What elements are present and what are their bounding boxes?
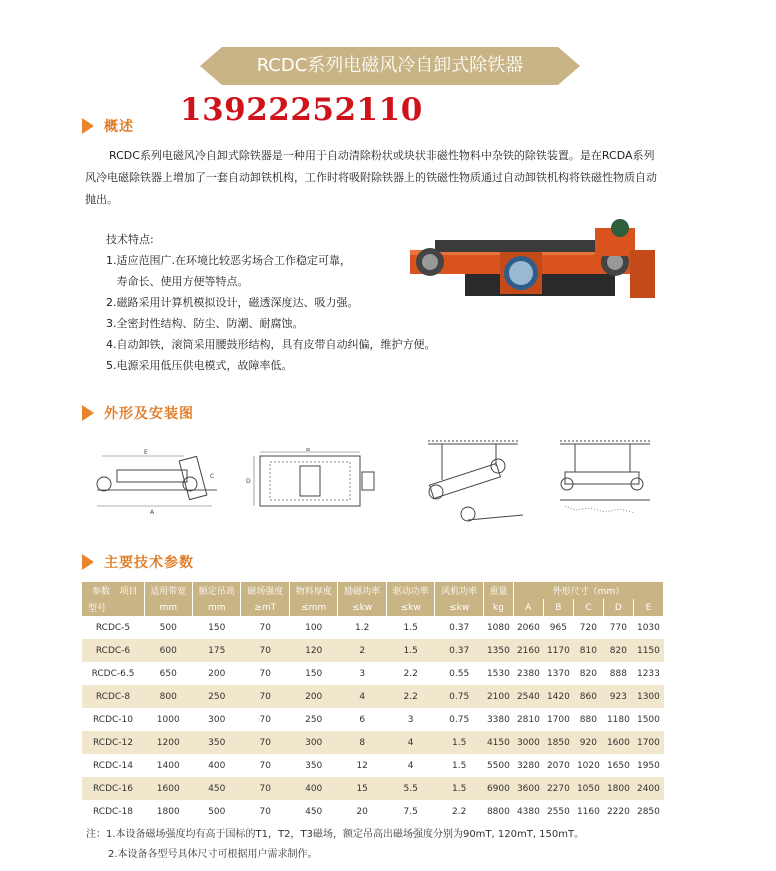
- table-cell: 810: [573, 639, 603, 662]
- table-cell: 70: [259, 668, 271, 679]
- table-cell: 2810: [516, 714, 540, 725]
- header-dim-col: C: [573, 599, 603, 616]
- table-cell: 4: [407, 760, 414, 771]
- arrow-icon: [82, 405, 94, 421]
- table-cell: 120: [289, 639, 337, 662]
- header-unit: ≤mm: [289, 599, 337, 616]
- table-cell: 1020: [576, 760, 600, 771]
- corner-model-label: 型号: [88, 604, 107, 614]
- table-cell: 3000: [513, 731, 543, 754]
- notes: [86, 825, 584, 865]
- header-dims: 外形尺寸（mm）: [513, 582, 663, 599]
- table-cell: 1370: [546, 668, 570, 679]
- outline-diagram-side: [92, 448, 222, 518]
- table-cell: 6900: [483, 777, 513, 800]
- table-cell: 965: [549, 622, 567, 633]
- arrow-icon: [82, 554, 94, 570]
- product-photo: [405, 210, 660, 310]
- features-list: [106, 250, 436, 376]
- table-row: [82, 685, 664, 708]
- table-cell: 400: [208, 760, 226, 771]
- corner-top-label: 项目: [119, 587, 138, 597]
- table-cell: 3: [359, 668, 366, 679]
- table-cell: 70: [259, 760, 271, 771]
- corner-cell: [82, 582, 144, 616]
- table-cell: 4: [386, 731, 434, 754]
- table-cell: 300: [208, 714, 226, 725]
- table-row: [82, 754, 664, 777]
- table-cell: 15: [338, 777, 386, 800]
- header-unit: ≤kw: [435, 599, 483, 616]
- model-cell: RCDC-8: [82, 685, 144, 708]
- table-cell: 175: [192, 639, 240, 662]
- table-cell: 0.75: [449, 714, 470, 725]
- model-cell: RCDC-5: [95, 622, 131, 633]
- table-cell: 1800: [603, 777, 633, 800]
- header-unit: kg: [483, 599, 513, 616]
- table-cell: 350: [305, 760, 323, 771]
- table-cell: 1850: [543, 731, 573, 754]
- header-dim-col: A: [513, 599, 543, 616]
- install-diagram-inclined: [418, 440, 528, 526]
- header-cell: 额定吊高: [192, 582, 240, 599]
- table-row: [82, 777, 664, 800]
- table-cell: 2850: [636, 806, 660, 817]
- table-cell: 770: [609, 622, 627, 633]
- table-cell: 3600: [513, 777, 543, 800]
- table-cell: 1050: [573, 777, 603, 800]
- feature-item: 1.适应范围广.在环境比较恶劣场合工作稳定可靠，: [106, 254, 351, 267]
- table-cell: 12: [356, 760, 368, 771]
- table-cell: 1.5: [435, 731, 483, 754]
- table-cell: 2.2: [386, 685, 434, 708]
- title-banner: [200, 47, 580, 85]
- table-cell: 1700: [546, 714, 570, 725]
- table-cell: 1.5: [403, 622, 418, 633]
- table-cell: 200: [289, 685, 337, 708]
- table-cell: 1150: [633, 639, 663, 662]
- table-cell: 1700: [633, 731, 663, 754]
- table-cell: 1000: [156, 714, 180, 725]
- section-overview-heading: [82, 116, 134, 136]
- table-cell: 923: [603, 685, 633, 708]
- header-unit: mm: [192, 599, 240, 616]
- table-cell: 1950: [636, 760, 660, 771]
- header-cell: 风机功率: [435, 582, 483, 599]
- table-cell: 1.5: [435, 777, 483, 800]
- model-cell: RCDC-16: [82, 777, 144, 800]
- table-cell: 3280: [516, 760, 540, 771]
- dim-label-a: A: [150, 509, 155, 516]
- section-params-title: 主要技术参数: [104, 555, 194, 571]
- feature-item: 寿命长、使用方便等特点。: [106, 275, 249, 288]
- section-outline-title: 外形及安装图: [104, 406, 194, 422]
- table-cell: 1.5: [451, 760, 467, 771]
- dim-label-d: D: [246, 478, 251, 485]
- spec-table: [82, 582, 664, 823]
- table-cell: 1300: [633, 685, 663, 708]
- table-cell: 2550: [546, 806, 570, 817]
- table-cell: 2380: [516, 668, 540, 679]
- spec-table-body: [82, 616, 664, 823]
- table-cell: 150: [208, 622, 226, 633]
- note-item: 2.本设备各型号具体尺寸可根据用户需求制作。: [108, 849, 318, 860]
- model-cell: RCDC-14: [92, 760, 133, 771]
- table-cell: 1400: [156, 760, 180, 771]
- dim-label-b: B: [306, 448, 311, 453]
- table-cell: 820: [603, 639, 633, 662]
- table-cell: 2070: [546, 760, 570, 771]
- feature-item: 2.磁路采用计算机模拟设计，磁透深度达、吸力强。: [106, 296, 359, 309]
- table-cell: 3380: [486, 714, 510, 725]
- table-cell: 450: [192, 777, 240, 800]
- page-title: RCDC系列电磁风冷自卸式除铁器: [256, 55, 524, 76]
- table-cell: 7.5: [403, 806, 418, 817]
- header-unit: mm: [144, 599, 192, 616]
- header-unit: ≤kw: [338, 599, 386, 616]
- table-cell: 2.2: [451, 806, 467, 817]
- model-cell: RCDC-10: [92, 714, 133, 725]
- table-cell: 500: [208, 806, 226, 817]
- header-unit: ≥mT: [241, 599, 289, 616]
- table-cell: 250: [192, 685, 240, 708]
- table-cell: 4150: [483, 731, 513, 754]
- table-cell: 4380: [516, 806, 540, 817]
- table-cell: 1530: [486, 668, 510, 679]
- table-cell: 70: [259, 714, 271, 725]
- table-cell: 880: [579, 714, 597, 725]
- table-cell: 2540: [513, 685, 543, 708]
- table-row: [82, 731, 664, 754]
- model-cell: RCDC-12: [82, 731, 144, 754]
- table-cell: 4: [338, 685, 386, 708]
- table-cell: 600: [144, 639, 192, 662]
- table-cell: 0.55: [449, 668, 470, 679]
- table-cell: 70: [241, 777, 289, 800]
- table-cell: 70: [241, 731, 289, 754]
- dim-label-e: E: [144, 449, 148, 456]
- table-cell: 1.5: [386, 639, 434, 662]
- table-cell: 888: [609, 668, 627, 679]
- intro-paragraph: RCDC系列电磁风冷自卸式除铁器是一种用于自动清除粉状或块状非磁性物料中杂铁的除铁装置。是在RCDA系列风冷电磁除铁器上增加了一套自动卸铁机构，工作时将吸附除铁器上的铁磁性物质通过自动卸铁机构将铁磁性物质自动抛出。: [85, 149, 657, 206]
- header-cell: 驱动功率: [386, 582, 434, 599]
- table-cell: 0.37: [435, 639, 483, 662]
- install-diagram-horizontal: [555, 440, 655, 526]
- header-cell: 重量: [483, 582, 513, 599]
- header-cell: 励磁功率: [338, 582, 386, 599]
- table-cell: 8800: [486, 806, 510, 817]
- header-dim-col: B: [543, 599, 573, 616]
- table-cell: 1170: [543, 639, 573, 662]
- table-cell: 1180: [606, 714, 630, 725]
- table-cell: 70: [241, 639, 289, 662]
- table-cell: 2100: [483, 685, 513, 708]
- table-cell: 3: [407, 714, 414, 725]
- table-cell: 400: [289, 777, 337, 800]
- table-cell: 2060: [516, 622, 540, 633]
- outline-diagram-top: [240, 448, 380, 514]
- table-cell: 20: [356, 806, 368, 817]
- table-cell: 70: [259, 806, 271, 817]
- table-cell: 300: [289, 731, 337, 754]
- table-cell: 5.5: [386, 777, 434, 800]
- note-item: 注：1.本设备磁场强度均有高于国标的T1，T2，T3磁场，额定吊高出磁场强度分别为90mT, 120mT, 150mT。: [86, 829, 585, 840]
- header-dim-col: E: [633, 599, 663, 616]
- table-cell: 200: [208, 668, 226, 679]
- table-cell: 70: [259, 622, 271, 633]
- table-row: [82, 616, 664, 639]
- feature-item: 3.全密封性结构、防尘、防潮、耐腐蚀。: [106, 317, 304, 330]
- table-cell: 500: [159, 622, 177, 633]
- features-title: 技术特点:: [106, 233, 154, 246]
- arrow-icon: [82, 118, 94, 134]
- table-cell: 70: [241, 685, 289, 708]
- section-params-heading: [82, 552, 194, 572]
- table-cell: 8: [338, 731, 386, 754]
- table-cell: 2400: [633, 777, 663, 800]
- table-cell: 720: [579, 622, 597, 633]
- table-cell: 800: [144, 685, 192, 708]
- phone-number: 13922252110: [180, 92, 423, 128]
- feature-item: 5.电源采用低压供电模式，故障率低。: [106, 359, 293, 372]
- corner-param-label: 参数: [92, 587, 111, 597]
- header-cell: 物料厚度: [289, 582, 337, 599]
- table-cell: 0.75: [435, 685, 483, 708]
- table-cell: 1233: [636, 668, 660, 679]
- model-cell: RCDC-18: [92, 806, 133, 817]
- table-cell: 1030: [636, 622, 660, 633]
- header-cell: 适用带宽: [144, 582, 192, 599]
- header-dim-col: D: [603, 599, 633, 616]
- table-cell: 2220: [606, 806, 630, 817]
- table-cell: 1650: [606, 760, 630, 771]
- table-row: [82, 708, 664, 731]
- table-cell: 2270: [543, 777, 573, 800]
- table-cell: 1200: [144, 731, 192, 754]
- table-cell: 1.2: [355, 622, 370, 633]
- table-cell: 0.37: [449, 622, 470, 633]
- header-cell: 磁场强度: [241, 582, 289, 599]
- feature-item: 4.自动卸铁，滚筒采用腰鼓形结构，具有皮带自动纠偏，维护方便。: [106, 338, 436, 351]
- table-cell: 1800: [156, 806, 180, 817]
- header-unit: ≤kw: [386, 599, 434, 616]
- table-cell: 350: [192, 731, 240, 754]
- table-cell: 920: [573, 731, 603, 754]
- table-cell: 450: [305, 806, 323, 817]
- table-cell: 2160: [513, 639, 543, 662]
- table-cell: 1160: [576, 806, 600, 817]
- table-cell: 1600: [603, 731, 633, 754]
- table-cell: 2: [338, 639, 386, 662]
- table-cell: 250: [305, 714, 323, 725]
- table-cell: 5500: [486, 760, 510, 771]
- table-cell: 100: [305, 622, 323, 633]
- table-cell: 1350: [483, 639, 513, 662]
- section-outline-heading: [82, 403, 194, 423]
- dim-label-c: C: [210, 473, 215, 480]
- table-cell: 820: [579, 668, 597, 679]
- table-row: [82, 639, 664, 662]
- table-row: [82, 662, 664, 685]
- section-overview-title: 概述: [104, 119, 134, 135]
- table-cell: 2.2: [403, 668, 418, 679]
- table-cell: 6: [359, 714, 366, 725]
- model-cell: RCDC-6: [82, 639, 144, 662]
- table-cell: 1500: [636, 714, 660, 725]
- table-cell: 860: [573, 685, 603, 708]
- table-cell: 650: [159, 668, 177, 679]
- table-cell: 1600: [144, 777, 192, 800]
- model-cell: RCDC-6.5: [91, 668, 135, 679]
- table-cell: 1080: [486, 622, 510, 633]
- table-cell: 150: [305, 668, 323, 679]
- table-cell: 1420: [543, 685, 573, 708]
- table-row: [82, 800, 664, 823]
